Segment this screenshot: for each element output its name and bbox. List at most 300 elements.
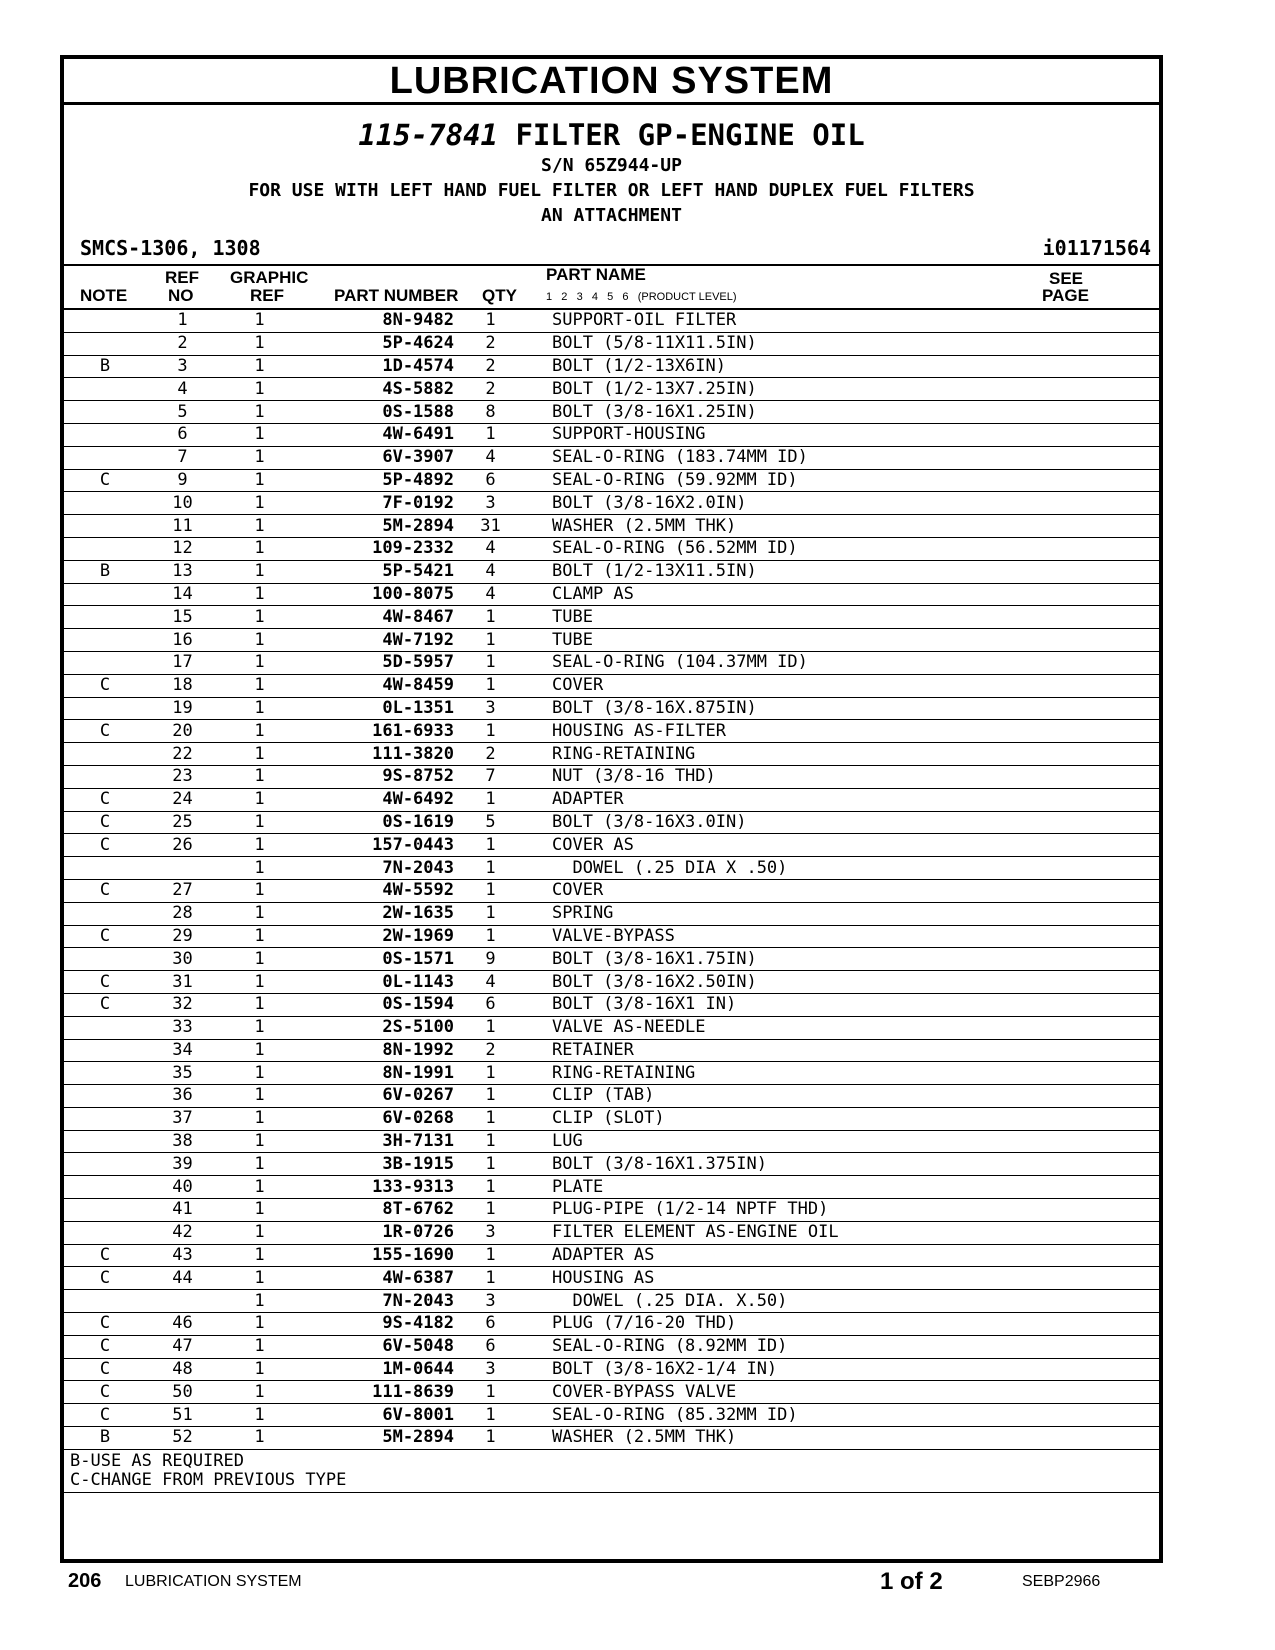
note-b: B-USE AS REQUIRED (70, 1450, 244, 1471)
graphic-ref-cell: 1 (219, 401, 300, 424)
ref-no-cell: 12 (146, 537, 219, 560)
table-row (64, 971, 1159, 994)
note-cell: C (64, 971, 146, 994)
graphic-ref-cell: 1 (219, 1335, 300, 1358)
serial-range: S/N 65Z944-UP (541, 155, 682, 176)
ref-no-cell: 51 (146, 1404, 219, 1427)
table-row (64, 446, 1159, 469)
qty-cell: 1 (454, 1244, 527, 1267)
graphic-ref-cell: 1 (219, 857, 300, 880)
part-name-cell: COVER (527, 879, 1159, 902)
part-name-cell: BOLT (3/8-16X1.375IN) (527, 1153, 1159, 1176)
attachment-line: AN ATTACHMENT (541, 205, 682, 226)
part-number-cell: 4W-6492 (300, 788, 454, 811)
part-number-cell: 6V-0267 (300, 1085, 454, 1108)
qty-cell: 1 (454, 1085, 527, 1108)
part-name-cell: CLIP (SLOT) (527, 1107, 1159, 1130)
graphic-ref-cell: 1 (219, 492, 300, 515)
qty-cell: 1 (454, 1381, 527, 1404)
ref-no-cell: 30 (146, 948, 219, 971)
part-name-cell: HOUSING AS (527, 1267, 1159, 1290)
ref-no-cell: 19 (146, 697, 219, 720)
graphic-ref-cell: 1 (219, 1313, 300, 1336)
ref-no-cell: 26 (146, 834, 219, 857)
table-row (64, 1153, 1159, 1176)
part-name-cell: BOLT (5/8-11X11.5IN) (527, 332, 1159, 355)
table-row (64, 925, 1159, 948)
footer-page-number: 206 (68, 1570, 102, 1592)
part-name-cell: NUT (3/8-16 THD) (527, 765, 1159, 788)
table-row (64, 378, 1159, 401)
graphic-ref-cell: 1 (219, 1176, 300, 1199)
part-number-cell: 4W-8459 (300, 674, 454, 697)
note-cell (64, 492, 146, 515)
qty-cell: 2 (454, 743, 527, 766)
ref-no-cell: 7 (146, 446, 219, 469)
part-name-cell: BOLT (1/2-13X6IN) (527, 355, 1159, 378)
ref-no-cell: 47 (146, 1335, 219, 1358)
part-number-cell: 2W-1969 (300, 925, 454, 948)
table-row (64, 811, 1159, 834)
table-row (64, 583, 1159, 606)
header-graphic-top: GRAPHIC (230, 268, 309, 287)
ref-no-cell (146, 857, 219, 880)
note-cell: C (64, 811, 146, 834)
part-number-cell: 9S-4182 (300, 1313, 454, 1336)
table-row (64, 1427, 1159, 1450)
qty-cell: 4 (454, 537, 527, 560)
ref-no-cell: 33 (146, 1016, 219, 1039)
note-cell (64, 765, 146, 788)
ref-no-cell: 23 (146, 765, 219, 788)
ref-no-cell: 42 (146, 1221, 219, 1244)
part-number-cell: 5P-4892 (300, 469, 454, 492)
note-cell (64, 1176, 146, 1199)
table-row (64, 537, 1159, 560)
note-cell: C (64, 1244, 146, 1267)
part-number-cell: 9S-8752 (300, 765, 454, 788)
graphic-ref-cell: 1 (219, 378, 300, 401)
footer-page-of: 1 of 2 (880, 1568, 943, 1595)
table-row (64, 834, 1159, 857)
qty-cell: 1 (454, 1176, 527, 1199)
part-name-cell: SUPPORT-HOUSING (527, 423, 1159, 446)
ref-no-cell: 16 (146, 629, 219, 652)
part-name-cell: HOUSING AS-FILTER (527, 720, 1159, 743)
table-row (64, 629, 1159, 652)
ref-no-cell: 43 (146, 1244, 219, 1267)
part-name-cell: FILTER ELEMENT AS-ENGINE OIL (527, 1221, 1159, 1244)
graphic-ref-cell: 1 (219, 469, 300, 492)
note-cell (64, 446, 146, 469)
part-name-cell: COVER-BYPASS VALVE (527, 1381, 1159, 1404)
graphic-ref-cell: 1 (219, 925, 300, 948)
ref-no-cell: 6 (146, 423, 219, 446)
qty-cell: 8 (454, 401, 527, 424)
note-cell (64, 1130, 146, 1153)
part-name-cell: BOLT (3/8-16X1 IN) (527, 993, 1159, 1016)
graphic-ref-cell: 1 (219, 1016, 300, 1039)
note-cell: C (64, 720, 146, 743)
qty-cell: 1 (454, 834, 527, 857)
qty-cell: 1 (454, 651, 527, 674)
ref-no-cell: 34 (146, 1039, 219, 1062)
table-row (64, 948, 1159, 971)
part-number-cell: 157-0443 (300, 834, 454, 857)
ref-no-cell: 4 (146, 378, 219, 401)
note-cell (64, 332, 146, 355)
table-header (64, 264, 1159, 310)
graphic-ref-cell: 1 (219, 355, 300, 378)
note-cell (64, 1107, 146, 1130)
part-number-cell: 4W-6387 (300, 1267, 454, 1290)
qty-cell: 1 (454, 1404, 527, 1427)
table-row (64, 560, 1159, 583)
note-cell: C (64, 1313, 146, 1336)
table-row (64, 879, 1159, 902)
part-name-cell: CLAMP AS (527, 583, 1159, 606)
note-cell (64, 1016, 146, 1039)
graphic-ref-cell: 1 (219, 606, 300, 629)
ref-no-cell: 5 (146, 401, 219, 424)
qty-cell: 9 (454, 948, 527, 971)
graphic-ref-cell: 1 (219, 1244, 300, 1267)
part-number-cell: 7N-2043 (300, 857, 454, 880)
ref-no-cell: 40 (146, 1176, 219, 1199)
part-number-cell: 111-8639 (300, 1381, 454, 1404)
part-name-cell: ADAPTER (527, 788, 1159, 811)
part-name-cell: DOWEL (.25 DIA X .50) (527, 857, 1159, 880)
note-cell (64, 697, 146, 720)
qty-cell: 3 (454, 1358, 527, 1381)
graphic-ref-cell: 1 (219, 1199, 300, 1222)
table-row (64, 1313, 1159, 1336)
header-ref-bottom: NO (168, 286, 194, 305)
graphic-ref-cell: 1 (219, 697, 300, 720)
table-row (64, 469, 1159, 492)
part-number-cell: 4W-8467 (300, 606, 454, 629)
qty-cell: 1 (454, 629, 527, 652)
graphic-ref-cell: 1 (219, 515, 300, 538)
note-cell: C (64, 469, 146, 492)
part-number-cell: 3H-7131 (300, 1130, 454, 1153)
note-cell: C (64, 834, 146, 857)
graphic-ref-cell: 1 (219, 1107, 300, 1130)
group-name: FILTER GP-ENGINE OIL (515, 118, 865, 152)
qty-cell: 6 (454, 1335, 527, 1358)
part-name-cell: SEAL-O-RING (85.32MM ID) (527, 1404, 1159, 1427)
part-number-cell: 6V-5048 (300, 1335, 454, 1358)
ref-no-cell: 1 (146, 310, 219, 332)
qty-cell: 4 (454, 446, 527, 469)
note-cell: B (64, 1427, 146, 1450)
qty-cell: 5 (454, 811, 527, 834)
qty-cell: 1 (454, 1427, 527, 1450)
note-cell: C (64, 788, 146, 811)
table-row (64, 1062, 1159, 1085)
group-number: 115-7841 (358, 118, 498, 152)
part-number-cell: 111-3820 (300, 743, 454, 766)
ref-no-cell: 10 (146, 492, 219, 515)
page-footer (0, 1568, 1275, 1598)
note-cell (64, 857, 146, 880)
ref-no-cell: 46 (146, 1313, 219, 1336)
part-number-cell: 5P-4624 (300, 332, 454, 355)
header-product-level: 1 2 3 4 5 6 (PRODUCT LEVEL) (546, 291, 737, 303)
header-see-top: SEE (1049, 269, 1084, 288)
graphic-ref-cell: 1 (219, 310, 300, 332)
part-number-cell: 4W-7192 (300, 629, 454, 652)
graphic-ref-cell: 1 (219, 1062, 300, 1085)
part-number-cell: 6V-0268 (300, 1107, 454, 1130)
ref-no-cell: 11 (146, 515, 219, 538)
ref-no-cell: 20 (146, 720, 219, 743)
table-row (64, 1290, 1159, 1313)
note-cell (64, 902, 146, 925)
header-part-name: PART NAME (546, 265, 646, 284)
ref-no-cell: 48 (146, 1358, 219, 1381)
note-cell (64, 651, 146, 674)
header-graphic-bottom: REF (250, 286, 284, 305)
ref-no-cell: 35 (146, 1062, 219, 1085)
graphic-ref-cell: 1 (219, 583, 300, 606)
note-cell (64, 1062, 146, 1085)
part-name-cell: SUPPORT-OIL FILTER (527, 310, 1159, 332)
qty-cell: 4 (454, 971, 527, 994)
part-name-cell: TUBE (527, 629, 1159, 652)
smcs-code: SMCS-1306, 1308 (80, 236, 261, 260)
table-row (64, 674, 1159, 697)
graphic-ref-cell: 1 (219, 948, 300, 971)
qty-cell: 1 (454, 925, 527, 948)
qty-cell: 2 (454, 332, 527, 355)
ref-no-cell: 3 (146, 355, 219, 378)
graphic-ref-cell: 1 (219, 743, 300, 766)
graphic-ref-cell: 1 (219, 834, 300, 857)
qty-cell: 1 (454, 857, 527, 880)
note-cell: C (64, 674, 146, 697)
note-cell: C (64, 1358, 146, 1381)
part-name-cell: SEAL-O-RING (104.37MM ID) (527, 651, 1159, 674)
ref-no-cell: 52 (146, 1427, 219, 1450)
table-row (64, 401, 1159, 424)
qty-cell: 1 (454, 788, 527, 811)
ref-no-cell: 18 (146, 674, 219, 697)
footer-section: LUBRICATION SYSTEM (125, 1573, 302, 1590)
note-cell (64, 606, 146, 629)
qty-cell: 2 (454, 1039, 527, 1062)
graphic-ref-cell: 1 (219, 811, 300, 834)
ref-no-cell: 31 (146, 971, 219, 994)
table-row (64, 1130, 1159, 1153)
qty-cell: 1 (454, 1130, 527, 1153)
qty-cell: 3 (454, 492, 527, 515)
table-row (64, 355, 1159, 378)
header-qty: QTY (482, 286, 517, 305)
part-number-cell: 0L-1351 (300, 697, 454, 720)
table-row (64, 993, 1159, 1016)
graphic-ref-cell: 1 (219, 651, 300, 674)
part-name-cell: LUG (527, 1130, 1159, 1153)
qty-cell: 1 (454, 674, 527, 697)
part-name-cell: COVER (527, 674, 1159, 697)
note-cell (64, 948, 146, 971)
note-cell (64, 1085, 146, 1108)
table-row (64, 1176, 1159, 1199)
graphic-ref-cell: 1 (219, 1085, 300, 1108)
part-name-cell: ADAPTER AS (527, 1244, 1159, 1267)
table-row (64, 332, 1159, 355)
note-cell (64, 378, 146, 401)
part-name-cell: BOLT (3/8-16X.875IN) (527, 697, 1159, 720)
qty-cell: 1 (454, 879, 527, 902)
qty-cell: 7 (454, 765, 527, 788)
ref-no-cell (146, 1290, 219, 1313)
part-number-cell: 8N-1991 (300, 1062, 454, 1085)
table-row (64, 1381, 1159, 1404)
qty-cell: 1 (454, 310, 527, 332)
note-cell (64, 1153, 146, 1176)
ref-no-cell: 15 (146, 606, 219, 629)
part-name-cell: WASHER (2.5MM THK) (527, 1427, 1159, 1450)
graphic-ref-cell: 1 (219, 1039, 300, 1062)
part-number-cell: 133-9313 (300, 1176, 454, 1199)
ref-no-cell: 37 (146, 1107, 219, 1130)
ref-no-cell: 27 (146, 879, 219, 902)
note-cell (64, 310, 146, 332)
table-row (64, 720, 1159, 743)
table-row (64, 492, 1159, 515)
graphic-ref-cell: 1 (219, 788, 300, 811)
graphic-ref-cell: 1 (219, 720, 300, 743)
part-name-cell: SPRING (527, 902, 1159, 925)
ref-no-cell: 36 (146, 1085, 219, 1108)
qty-cell: 6 (454, 1313, 527, 1336)
parts-table-body (64, 310, 1159, 1449)
note-cell (64, 583, 146, 606)
graphic-ref-cell: 1 (219, 993, 300, 1016)
graphic-ref-cell: 1 (219, 765, 300, 788)
part-number-cell: 0S-1619 (300, 811, 454, 834)
part-name-cell: SEAL-O-RING (8.92MM ID) (527, 1335, 1159, 1358)
note-cell (64, 1039, 146, 1062)
ref-no-cell: 38 (146, 1130, 219, 1153)
part-name-cell: BOLT (3/8-16X2-1/4 IN) (527, 1358, 1159, 1381)
note-cell: C (64, 925, 146, 948)
ref-no-cell: 13 (146, 560, 219, 583)
section-title: LUBRICATION SYSTEM (64, 59, 1159, 105)
qty-cell: 1 (454, 720, 527, 743)
part-name-cell: TUBE (527, 606, 1159, 629)
smcs-row (64, 232, 1159, 264)
ref-no-cell: 24 (146, 788, 219, 811)
note-cell: C (64, 1267, 146, 1290)
table-row (64, 423, 1159, 446)
table-row (64, 743, 1159, 766)
graphic-ref-cell: 1 (219, 1381, 300, 1404)
graphic-ref-cell: 1 (219, 1267, 300, 1290)
table-row (64, 857, 1159, 880)
note-cell: C (64, 879, 146, 902)
ref-no-cell: 2 (146, 332, 219, 355)
graphic-ref-cell: 1 (219, 332, 300, 355)
table-row (64, 1199, 1159, 1222)
qty-cell: 31 (454, 515, 527, 538)
part-name-cell: BOLT (1/2-13X7.25IN) (527, 378, 1159, 401)
qty-cell: 4 (454, 560, 527, 583)
footer-doc-id: SEBP2966 (1022, 1573, 1101, 1590)
note-cell: C (64, 993, 146, 1016)
part-name-cell: BOLT (1/2-13X11.5IN) (527, 560, 1159, 583)
table-row (64, 1016, 1159, 1039)
table-row (64, 1267, 1159, 1290)
part-number-cell: 3B-1915 (300, 1153, 454, 1176)
part-number-cell: 4W-5592 (300, 879, 454, 902)
parts-table (64, 310, 1159, 1450)
note-cell: B (64, 560, 146, 583)
ref-no-cell: 32 (146, 993, 219, 1016)
qty-cell: 3 (454, 1221, 527, 1244)
header-ref-top: REF (165, 268, 199, 287)
table-row (64, 1358, 1159, 1381)
part-name-cell: PLUG (7/16-20 THD) (527, 1313, 1159, 1336)
part-number-cell: 0S-1594 (300, 993, 454, 1016)
graphic-ref-cell: 1 (219, 423, 300, 446)
qty-cell: 1 (454, 606, 527, 629)
graphic-ref-cell: 1 (219, 902, 300, 925)
part-number-cell: 1M-0644 (300, 1358, 454, 1381)
table-row (64, 1085, 1159, 1108)
table-row (64, 1039, 1159, 1062)
ref-no-cell: 17 (146, 651, 219, 674)
group-title (64, 117, 1159, 153)
illustration-id: i01171564 (1042, 236, 1151, 260)
ref-no-cell: 28 (146, 902, 219, 925)
part-number-cell: 6V-8001 (300, 1404, 454, 1427)
part-name-cell: SEAL-O-RING (183.74MM ID) (527, 446, 1159, 469)
qty-cell: 3 (454, 697, 527, 720)
part-number-cell: 5D-5957 (300, 651, 454, 674)
header-see-bottom: PAGE (1042, 286, 1089, 305)
part-number-cell: 2W-1635 (300, 902, 454, 925)
qty-cell: 1 (454, 423, 527, 446)
graphic-ref-cell: 1 (219, 629, 300, 652)
part-name-cell: COVER AS (527, 834, 1159, 857)
qty-cell: 1 (454, 902, 527, 925)
ref-no-cell: 22 (146, 743, 219, 766)
part-number-cell: 100-8075 (300, 583, 454, 606)
graphic-ref-cell: 1 (219, 446, 300, 469)
table-row (64, 788, 1159, 811)
part-name-cell: SEAL-O-RING (59.92MM ID) (527, 469, 1159, 492)
note-cell: C (64, 1381, 146, 1404)
part-number-cell: 8T-6762 (300, 1199, 454, 1222)
graphic-ref-cell: 1 (219, 879, 300, 902)
header-note: NOTE (80, 286, 128, 305)
part-number-cell: 7N-2043 (300, 1290, 454, 1313)
table-row (64, 765, 1159, 788)
note-cell (64, 1221, 146, 1244)
part-number-cell: 8N-1992 (300, 1039, 454, 1062)
part-name-cell: VALVE-BYPASS (527, 925, 1159, 948)
part-name-cell: BOLT (3/8-16X1.25IN) (527, 401, 1159, 424)
qty-cell: 1 (454, 1153, 527, 1176)
part-name-cell: DOWEL (.25 DIA. X.50) (527, 1290, 1159, 1313)
page-frame (60, 55, 1163, 1563)
part-number-cell: 109-2332 (300, 537, 454, 560)
qty-cell: 3 (454, 1290, 527, 1313)
table-row (64, 902, 1159, 925)
